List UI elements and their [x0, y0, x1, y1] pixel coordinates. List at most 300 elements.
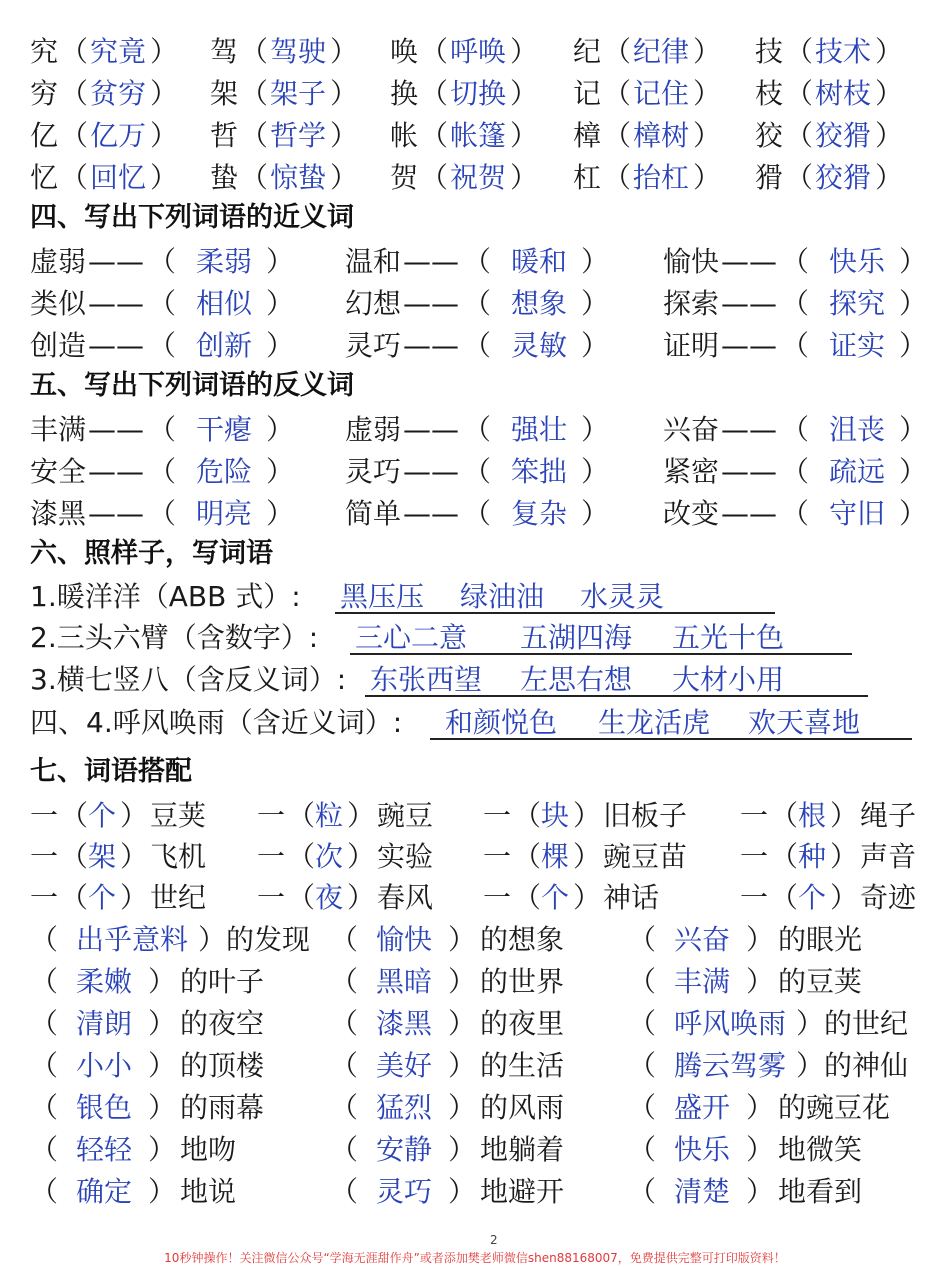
- noun-word: 豆荚: [150, 799, 207, 832]
- modifier-row: [0, 1172, 950, 1212]
- open-paren: （: [148, 287, 177, 320]
- open-paren: （: [513, 799, 542, 832]
- answer-word: 樟树: [633, 119, 690, 152]
- numeral-one: 一: [30, 840, 59, 873]
- close-paren: ）: [150, 77, 179, 110]
- open-paren: （: [60, 119, 89, 152]
- open-paren: （: [420, 35, 449, 68]
- close-paren: ）: [148, 1007, 177, 1040]
- open-paren: （: [781, 287, 810, 320]
- close-paren: ）: [875, 119, 904, 152]
- answer-word: 呼唤: [450, 35, 507, 68]
- open-paren: （: [513, 881, 542, 914]
- answer-word: 相似: [196, 287, 253, 320]
- answer-word: 抬杠: [633, 161, 690, 194]
- answer-underline: [350, 653, 852, 655]
- answer-word: 快乐: [829, 245, 886, 278]
- open-paren: （: [60, 799, 89, 832]
- answer-underline: [430, 738, 912, 740]
- pattern-answer: 水灵灵: [580, 580, 665, 613]
- open-paren: （: [330, 1091, 359, 1124]
- answer-measure: 个: [88, 799, 117, 832]
- close-paren: ）: [693, 35, 722, 68]
- head-phrase: 的生活: [480, 1049, 565, 1082]
- answer-measure: 个: [88, 881, 117, 914]
- answer-modifier: 轻轻: [76, 1133, 133, 1166]
- open-paren: （: [60, 840, 89, 873]
- dash-separator: ——: [88, 329, 144, 362]
- numeral-one: 一: [30, 799, 59, 832]
- prompt-word: 创造: [30, 329, 87, 362]
- close-paren: ）: [448, 1133, 477, 1166]
- head-phrase: 地吻: [180, 1133, 237, 1166]
- answer-word: 回忆: [90, 161, 147, 194]
- open-paren: （: [781, 497, 810, 530]
- close-paren: ）: [899, 245, 928, 278]
- pattern-prompt: 四、4.呼风唤雨（含近义词）:: [30, 706, 403, 739]
- pattern-answer: 东张西望: [370, 663, 483, 696]
- answer-modifier: 快乐: [674, 1133, 731, 1166]
- close-paren: ）: [266, 413, 295, 446]
- close-paren: ）: [198, 923, 227, 956]
- pattern-prompt: 1.暖洋洋（ABB 式）:: [30, 580, 301, 613]
- answer-word: 纪律: [633, 35, 690, 68]
- head-phrase: 的神仙: [824, 1049, 909, 1082]
- open-paren: （: [781, 329, 810, 362]
- head-phrase: 的夜里: [480, 1007, 565, 1040]
- head-phrase: 的世纪: [824, 1007, 909, 1040]
- noun-word: 世纪: [150, 881, 207, 914]
- close-paren: ）: [266, 455, 295, 488]
- prompt-word: 灵巧: [345, 329, 402, 362]
- close-paren: ）: [330, 161, 359, 194]
- prompt-word: 安全: [30, 455, 87, 488]
- close-paren: ）: [150, 161, 179, 194]
- answer-underline: [335, 612, 775, 614]
- close-paren: ）: [148, 1175, 177, 1208]
- close-paren: ）: [899, 455, 928, 488]
- dash-separator: ——: [403, 455, 459, 488]
- open-paren: （: [30, 1175, 59, 1208]
- answer-measure: 个: [798, 881, 827, 914]
- answer-word: 干瘪: [196, 413, 253, 446]
- close-paren: ）: [581, 245, 610, 278]
- head-phrase: 的夜空: [180, 1007, 265, 1040]
- open-paren: （: [628, 923, 657, 956]
- head-phrase: 的想象: [480, 923, 565, 956]
- close-paren: ）: [693, 119, 722, 152]
- close-paren: ）: [746, 1133, 775, 1166]
- close-paren: ）: [330, 77, 359, 110]
- open-paren: （: [60, 35, 89, 68]
- close-paren: ）: [875, 35, 904, 68]
- modifier-row: [0, 920, 950, 960]
- section-7-title: 七、词语搭配: [30, 756, 192, 787]
- open-paren: （: [330, 1007, 359, 1040]
- close-paren: ）: [573, 881, 602, 914]
- answer-measure: 棵: [541, 840, 570, 873]
- open-paren: （: [603, 77, 632, 110]
- modifier-row: [0, 1004, 950, 1044]
- answer-word: 想象: [511, 287, 568, 320]
- close-paren: ）: [148, 965, 177, 998]
- source-char: 贺: [390, 161, 419, 194]
- head-phrase: 的雨幕: [180, 1091, 265, 1124]
- noun-word: 豌豆苗: [603, 840, 688, 873]
- dash-separator: ——: [721, 287, 777, 320]
- close-paren: ）: [581, 455, 610, 488]
- pattern-answer: 大材小用: [672, 663, 785, 696]
- close-paren: ）: [573, 799, 602, 832]
- modifier-row: [0, 1130, 950, 1170]
- footer-note: 10秒钟操作！关注微信公众号“学海无涯甜作舟”或者添加樊老师微信shen88168007，免费提供完整可打印版资料！: [164, 1251, 786, 1265]
- open-paren: （: [781, 455, 810, 488]
- answer-modifier: 小小: [76, 1049, 133, 1082]
- open-paren: （: [628, 1007, 657, 1040]
- open-paren: （: [60, 881, 89, 914]
- answer-modifier: 兴奋: [674, 923, 731, 956]
- open-paren: （: [603, 119, 632, 152]
- close-paren: ）: [266, 497, 295, 530]
- modifier-row: [0, 1046, 950, 1086]
- word-pair-row: [0, 494, 950, 534]
- answer-modifier: 确定: [76, 1175, 133, 1208]
- close-paren: ）: [510, 161, 539, 194]
- open-paren: （: [330, 1133, 359, 1166]
- prompt-word: 探索: [663, 287, 720, 320]
- close-paren: ）: [448, 1007, 477, 1040]
- pattern-answer: 和颜悦色: [445, 706, 558, 739]
- close-paren: ）: [120, 840, 149, 873]
- answer-modifier: 猛烈: [376, 1091, 433, 1124]
- answer-measure: 粒: [315, 799, 344, 832]
- prompt-word: 证明: [663, 329, 720, 362]
- open-paren: （: [330, 923, 359, 956]
- open-paren: （: [420, 161, 449, 194]
- pattern-answer: 欢天喜地: [748, 706, 861, 739]
- close-paren: ）: [448, 1091, 477, 1124]
- numeral-one: 一: [740, 799, 769, 832]
- source-char: 技: [755, 35, 784, 68]
- modifier-row: [0, 1088, 950, 1128]
- close-paren: ）: [510, 35, 539, 68]
- source-char: 枝: [755, 77, 784, 110]
- dash-separator: ——: [88, 455, 144, 488]
- open-paren: （: [781, 413, 810, 446]
- open-paren: （: [287, 799, 316, 832]
- head-phrase: 的世界: [480, 965, 565, 998]
- source-char: 换: [390, 77, 419, 110]
- answer-word: 亿万: [90, 119, 147, 152]
- prompt-word: 灵巧: [345, 455, 402, 488]
- answer-modifier: 愉快: [376, 923, 433, 956]
- page-number: 2: [490, 1233, 498, 1247]
- open-paren: （: [148, 329, 177, 362]
- answer-word: 灵敏: [511, 329, 568, 362]
- answer-modifier: 银色: [76, 1091, 133, 1124]
- modifier-row: [0, 962, 950, 1002]
- source-char: 蛰: [210, 161, 239, 194]
- prompt-word: 虚弱: [30, 245, 87, 278]
- answer-modifier: 美好: [376, 1049, 433, 1082]
- noun-word: 绳子: [860, 799, 917, 832]
- answer-measure: 根: [798, 799, 827, 832]
- open-paren: （: [30, 965, 59, 998]
- answer-modifier: 呼风唤雨: [674, 1007, 787, 1040]
- answer-measure: 次: [315, 840, 344, 873]
- close-paren: ）: [148, 1091, 177, 1124]
- answer-word: 复杂: [511, 497, 568, 530]
- dash-separator: ——: [88, 497, 144, 530]
- pattern-answer: 黑压压: [340, 580, 425, 613]
- prompt-word: 幻想: [345, 287, 402, 320]
- answer-modifier: 盛开: [674, 1091, 731, 1124]
- answer-measure: 种: [798, 840, 827, 873]
- pattern-answer: 左思右想: [520, 663, 633, 696]
- prompt-word: 虚弱: [345, 413, 402, 446]
- source-char: 穷: [30, 77, 59, 110]
- measure-row: [0, 796, 950, 836]
- open-paren: （: [148, 245, 177, 278]
- close-paren: ）: [746, 923, 775, 956]
- dash-separator: ——: [721, 455, 777, 488]
- noun-word: 声音: [860, 840, 917, 873]
- noun-word: 神话: [603, 881, 660, 914]
- open-paren: （: [628, 1049, 657, 1082]
- char-group-row: [0, 158, 950, 198]
- close-paren: ）: [746, 965, 775, 998]
- section-6-title: 六、照样子，写词语: [30, 538, 273, 569]
- close-paren: ）: [899, 287, 928, 320]
- pattern-row: [0, 703, 950, 743]
- open-paren: （: [148, 497, 177, 530]
- open-paren: （: [240, 161, 269, 194]
- numeral-one: 一: [30, 881, 59, 914]
- noun-word: 旧板子: [603, 799, 688, 832]
- open-paren: （: [603, 35, 632, 68]
- source-char: 唤: [390, 35, 419, 68]
- section-5-title: 五、写出下列词语的反义词: [30, 370, 354, 401]
- answer-modifier: 出乎意料: [76, 923, 189, 956]
- head-phrase: 地说: [180, 1175, 237, 1208]
- pattern-answer: 绿油油: [460, 580, 545, 613]
- answer-word: 技术: [815, 35, 872, 68]
- close-paren: ）: [875, 77, 904, 110]
- numeral-one: 一: [740, 840, 769, 873]
- open-paren: （: [30, 1091, 59, 1124]
- pattern-row: [0, 577, 950, 617]
- answer-word: 证实: [829, 329, 886, 362]
- pattern-row: [0, 660, 950, 700]
- close-paren: ）: [746, 1091, 775, 1124]
- noun-word: 豌豆: [377, 799, 434, 832]
- answer-word: 记住: [633, 77, 690, 110]
- close-paren: ）: [693, 161, 722, 194]
- close-paren: ）: [347, 881, 376, 914]
- source-char: 忆: [30, 161, 59, 194]
- close-paren: ）: [330, 35, 359, 68]
- char-group-row: [0, 74, 950, 114]
- open-paren: （: [30, 1049, 59, 1082]
- head-phrase: 地微笑: [778, 1133, 863, 1166]
- head-phrase: 的顶楼: [180, 1049, 265, 1082]
- answer-word: 帐篷: [450, 119, 507, 152]
- noun-word: 春风: [377, 881, 434, 914]
- open-paren: （: [287, 840, 316, 873]
- head-phrase: 地躺着: [480, 1133, 565, 1166]
- answer-modifier: 灵巧: [376, 1175, 433, 1208]
- char-group-row: [0, 116, 950, 156]
- open-paren: （: [628, 1091, 657, 1124]
- close-paren: ）: [448, 923, 477, 956]
- pattern-answer: 三心二意: [355, 621, 468, 654]
- open-paren: （: [287, 881, 316, 914]
- answer-modifier: 清楚: [674, 1175, 731, 1208]
- answer-word: 驾驶: [270, 35, 327, 68]
- source-char: 纪: [573, 35, 602, 68]
- numeral-one: 一: [740, 881, 769, 914]
- head-phrase: 地避开: [480, 1175, 565, 1208]
- answer-word: 笨拙: [511, 455, 568, 488]
- prompt-word: 温和: [345, 245, 402, 278]
- close-paren: ）: [830, 840, 859, 873]
- source-char: 狡: [755, 119, 784, 152]
- source-char: 樟: [573, 119, 602, 152]
- pattern-prompt: 2.三头六臂（含数字）:: [30, 621, 319, 654]
- prompt-word: 愉快: [663, 245, 720, 278]
- close-paren: ）: [830, 881, 859, 914]
- open-paren: （: [463, 329, 492, 362]
- dash-separator: ——: [88, 287, 144, 320]
- open-paren: （: [770, 799, 799, 832]
- answer-word: 明亮: [196, 497, 253, 530]
- close-paren: ）: [581, 497, 610, 530]
- measure-row: [0, 878, 950, 918]
- open-paren: （: [770, 881, 799, 914]
- close-paren: ）: [510, 119, 539, 152]
- noun-word: 实验: [377, 840, 434, 873]
- head-phrase: 的叶子: [180, 965, 265, 998]
- answer-word: 沮丧: [829, 413, 886, 446]
- close-paren: ）: [899, 413, 928, 446]
- char-group-row: [0, 32, 950, 72]
- dash-separator: ——: [88, 413, 144, 446]
- open-paren: （: [785, 77, 814, 110]
- answer-modifier: 黑暗: [376, 965, 433, 998]
- source-char: 亿: [30, 119, 59, 152]
- source-char: 记: [573, 77, 602, 110]
- close-paren: ）: [120, 881, 149, 914]
- close-paren: ）: [150, 119, 179, 152]
- open-paren: （: [148, 455, 177, 488]
- answer-word: 惊蛰: [270, 161, 327, 194]
- answer-measure: 个: [541, 881, 570, 914]
- source-char: 驾: [210, 35, 239, 68]
- close-paren: ）: [330, 119, 359, 152]
- answer-word: 哲学: [270, 119, 327, 152]
- close-paren: ）: [693, 77, 722, 110]
- dash-separator: ——: [721, 245, 777, 278]
- head-phrase: 的豆荚: [778, 965, 863, 998]
- answer-word: 危险: [196, 455, 253, 488]
- word-pair-row: [0, 326, 950, 366]
- answer-modifier: 丰满: [674, 965, 731, 998]
- answer-measure: 夜: [315, 881, 344, 914]
- open-paren: （: [420, 119, 449, 152]
- noun-word: 奇迹: [860, 881, 917, 914]
- close-paren: ）: [266, 329, 295, 362]
- answer-word: 架子: [270, 77, 327, 110]
- close-paren: ）: [796, 1007, 825, 1040]
- open-paren: （: [463, 455, 492, 488]
- source-char: 架: [210, 77, 239, 110]
- answer-modifier: 安静: [376, 1133, 433, 1166]
- pattern-row: [0, 618, 950, 658]
- pattern-answer: 五湖四海: [520, 621, 633, 654]
- open-paren: （: [30, 1007, 59, 1040]
- source-char: 杠: [573, 161, 602, 194]
- dash-separator: ——: [721, 329, 777, 362]
- open-paren: （: [513, 840, 542, 873]
- open-paren: （: [240, 119, 269, 152]
- dash-separator: ——: [403, 329, 459, 362]
- close-paren: ）: [150, 35, 179, 68]
- answer-underline: [365, 695, 868, 697]
- open-paren: （: [770, 840, 799, 873]
- source-char: 猾: [755, 161, 784, 194]
- close-paren: ）: [266, 245, 295, 278]
- close-paren: ）: [573, 840, 602, 873]
- open-paren: （: [785, 35, 814, 68]
- answer-modifier: 柔嫩: [76, 965, 133, 998]
- pattern-prompt: 3.横七竖八（含反义词）:: [30, 663, 347, 696]
- open-paren: （: [628, 1133, 657, 1166]
- answer-word: 疏远: [829, 455, 886, 488]
- dash-separator: ——: [403, 497, 459, 530]
- open-paren: （: [785, 161, 814, 194]
- prompt-word: 兴奋: [663, 413, 720, 446]
- answer-modifier: 清朗: [76, 1007, 133, 1040]
- answer-word: 狡猾: [815, 161, 872, 194]
- answer-measure: 架: [88, 840, 117, 873]
- head-phrase: 的发现: [226, 923, 311, 956]
- open-paren: （: [785, 119, 814, 152]
- numeral-one: 一: [257, 840, 286, 873]
- close-paren: ）: [899, 329, 928, 362]
- numeral-one: 一: [483, 840, 512, 873]
- close-paren: ）: [448, 1175, 477, 1208]
- answer-word: 柔弱: [196, 245, 253, 278]
- open-paren: （: [463, 497, 492, 530]
- open-paren: （: [463, 413, 492, 446]
- measure-row: [0, 837, 950, 877]
- open-paren: （: [463, 287, 492, 320]
- close-paren: ）: [899, 497, 928, 530]
- word-pair-row: [0, 410, 950, 450]
- answer-modifier: 漆黑: [376, 1007, 433, 1040]
- dash-separator: ——: [88, 245, 144, 278]
- open-paren: （: [30, 923, 59, 956]
- prompt-word: 漆黑: [30, 497, 87, 530]
- open-paren: （: [628, 965, 657, 998]
- open-paren: （: [463, 245, 492, 278]
- open-paren: （: [60, 161, 89, 194]
- prompt-word: 改变: [663, 497, 720, 530]
- source-char: 哲: [210, 119, 239, 152]
- open-paren: （: [330, 965, 359, 998]
- prompt-word: 紧密: [663, 455, 720, 488]
- source-char: 究: [30, 35, 59, 68]
